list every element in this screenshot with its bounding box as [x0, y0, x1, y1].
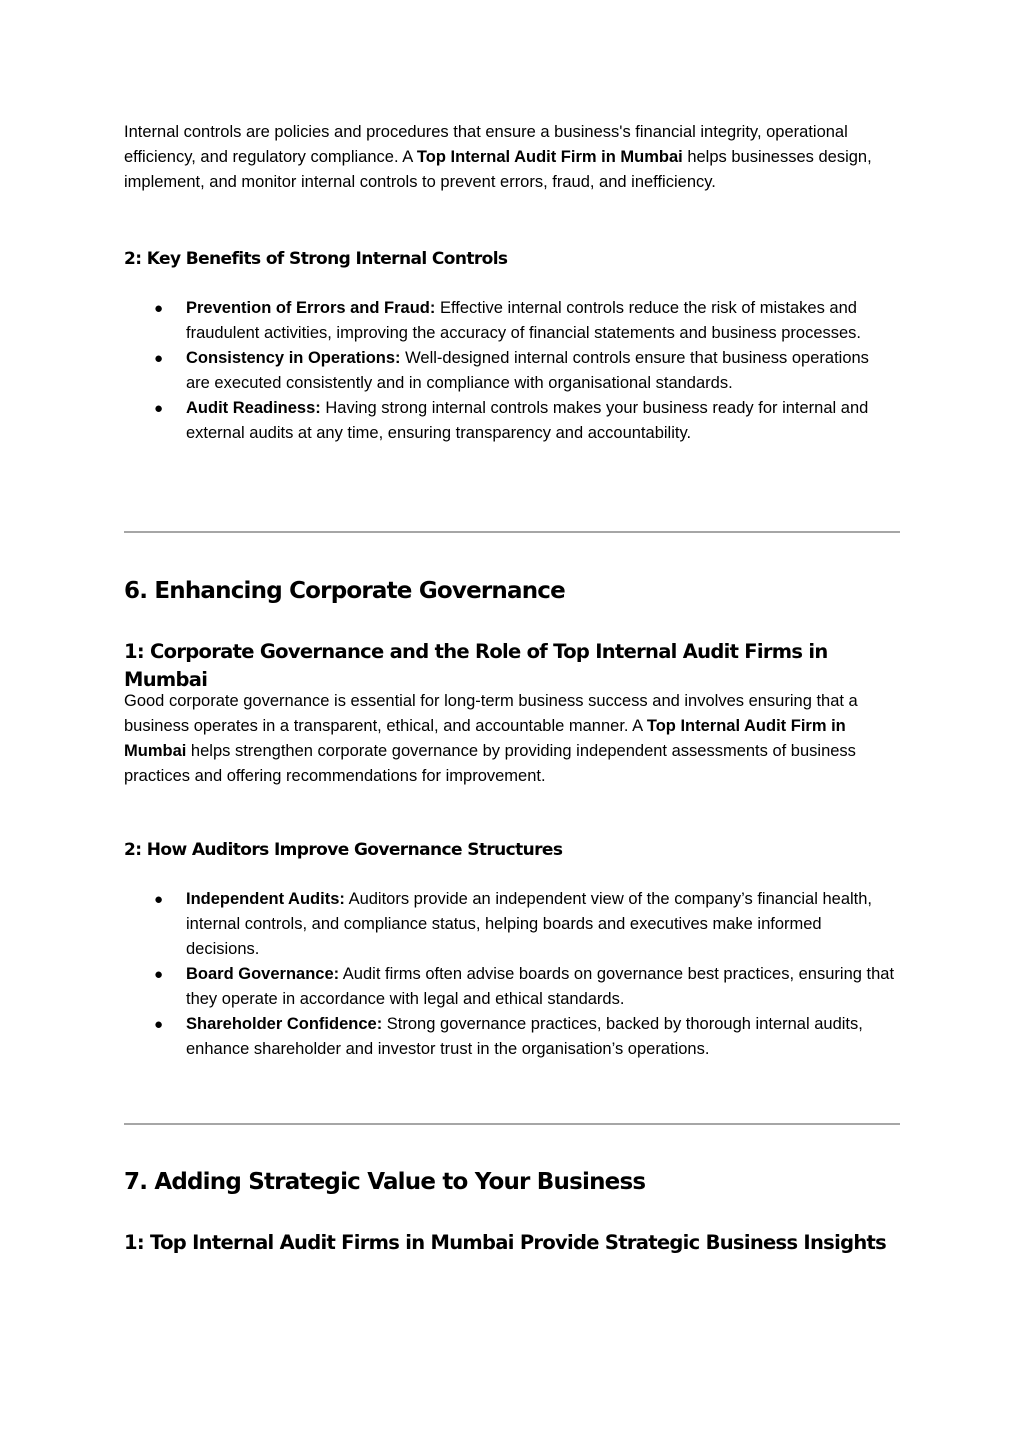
- key-benefits-list: [124, 296, 904, 446]
- list-item: [124, 346, 886, 396]
- section-divider: [124, 1123, 900, 1125]
- list-item-title: Board Governance:: [186, 965, 340, 983]
- list-item-title: Audit Readiness:: [186, 399, 321, 417]
- intro-text-end: helps businesses design, implement, and monitor internal controls to prevent errors, fraud, and inefficiency.: [124, 148, 872, 191]
- list-item: [124, 1012, 876, 1062]
- intro-bold-text: Top Internal Audit Firm in Mumbai: [416, 148, 683, 166]
- bullet-icon: ●: [154, 300, 164, 317]
- section-6-subheading: 1: Corporate Governance and the Role of Top Internal Audit Firms in Mumbai: [124, 640, 828, 691]
- paragraph-bold-text: Top Internal Audit Firm in Mumbai: [124, 717, 846, 760]
- list-item-title: Prevention of Errors and Fraud:: [186, 299, 436, 317]
- list-item: [124, 962, 898, 1012]
- list-item-title: Consistency in Operations:: [186, 349, 401, 367]
- intro-paragraph: [124, 120, 894, 195]
- section-divider: [124, 531, 900, 533]
- section-7-subheading: 1: Top Internal Audit Firms in Mumbai Provide Strategic Business Insights: [124, 1231, 887, 1254]
- list-item-title: Shareholder Confidence:: [186, 1015, 383, 1033]
- list-item-text: Audit firms often advise boards on governance best practices, ensuring that they operate in accordance with legal and ethical standards.: [186, 965, 895, 1008]
- bullet-icon: ●: [154, 350, 164, 367]
- paragraph-text-end: helps strengthen corporate governance by providing independent assessments of business practices and offering recommendations for improvement.: [124, 742, 856, 785]
- section-6-heading: 6. Enhancing Corporate Governance: [124, 578, 565, 604]
- list-item-title: Independent Audits:: [186, 890, 345, 908]
- list-item-text: Well-designed internal controls ensure that business operations are executed consistently and in compliance with organisational standards.: [186, 349, 869, 392]
- list-item: [124, 396, 886, 446]
- list-item: [124, 887, 876, 962]
- intro-text: Internal controls are policies and procedures that ensure a business's financial integrity, operational efficiency, and regulatory compliance. A: [124, 123, 848, 166]
- bullet-icon: ●: [154, 891, 164, 908]
- bullet-icon: ●: [154, 400, 164, 417]
- list-item: [124, 296, 902, 346]
- paragraph-text: Good corporate governance is essential for long-term business success and involves ensuring that a business operates in a transparent, ethical, and accountable manner. A: [124, 692, 858, 735]
- section-6-paragraph: [124, 689, 896, 789]
- bullet-icon: ●: [154, 966, 164, 983]
- governance-list-heading: 2: How Auditors Improve Governance Structures: [124, 840, 563, 860]
- list-item-text: Auditors provide an independent view of the company’s financial health, internal controls, and compliance status, helping boards and executives make informed decisions.: [186, 890, 873, 958]
- key-benefits-heading: 2: Key Benefits of Strong Internal Controls: [124, 249, 508, 269]
- list-item-text: Having strong internal controls makes your business ready for internal and external audits at any time, ensuring transparency and accountability.: [186, 399, 869, 442]
- governance-list: [124, 887, 904, 1062]
- list-item-text: Strong governance practices, backed by thorough internal audits, enhance shareholder and investor trust in the organisation’s operations.: [186, 1015, 863, 1058]
- bullet-icon: ●: [154, 1016, 164, 1033]
- list-item-text: Effective internal controls reduce the risk of mistakes and fraudulent activities, improving the accuracy of financial statements and business processes.: [186, 299, 862, 342]
- section-7-heading: 7. Adding Strategic Value to Your Business: [124, 1169, 646, 1195]
